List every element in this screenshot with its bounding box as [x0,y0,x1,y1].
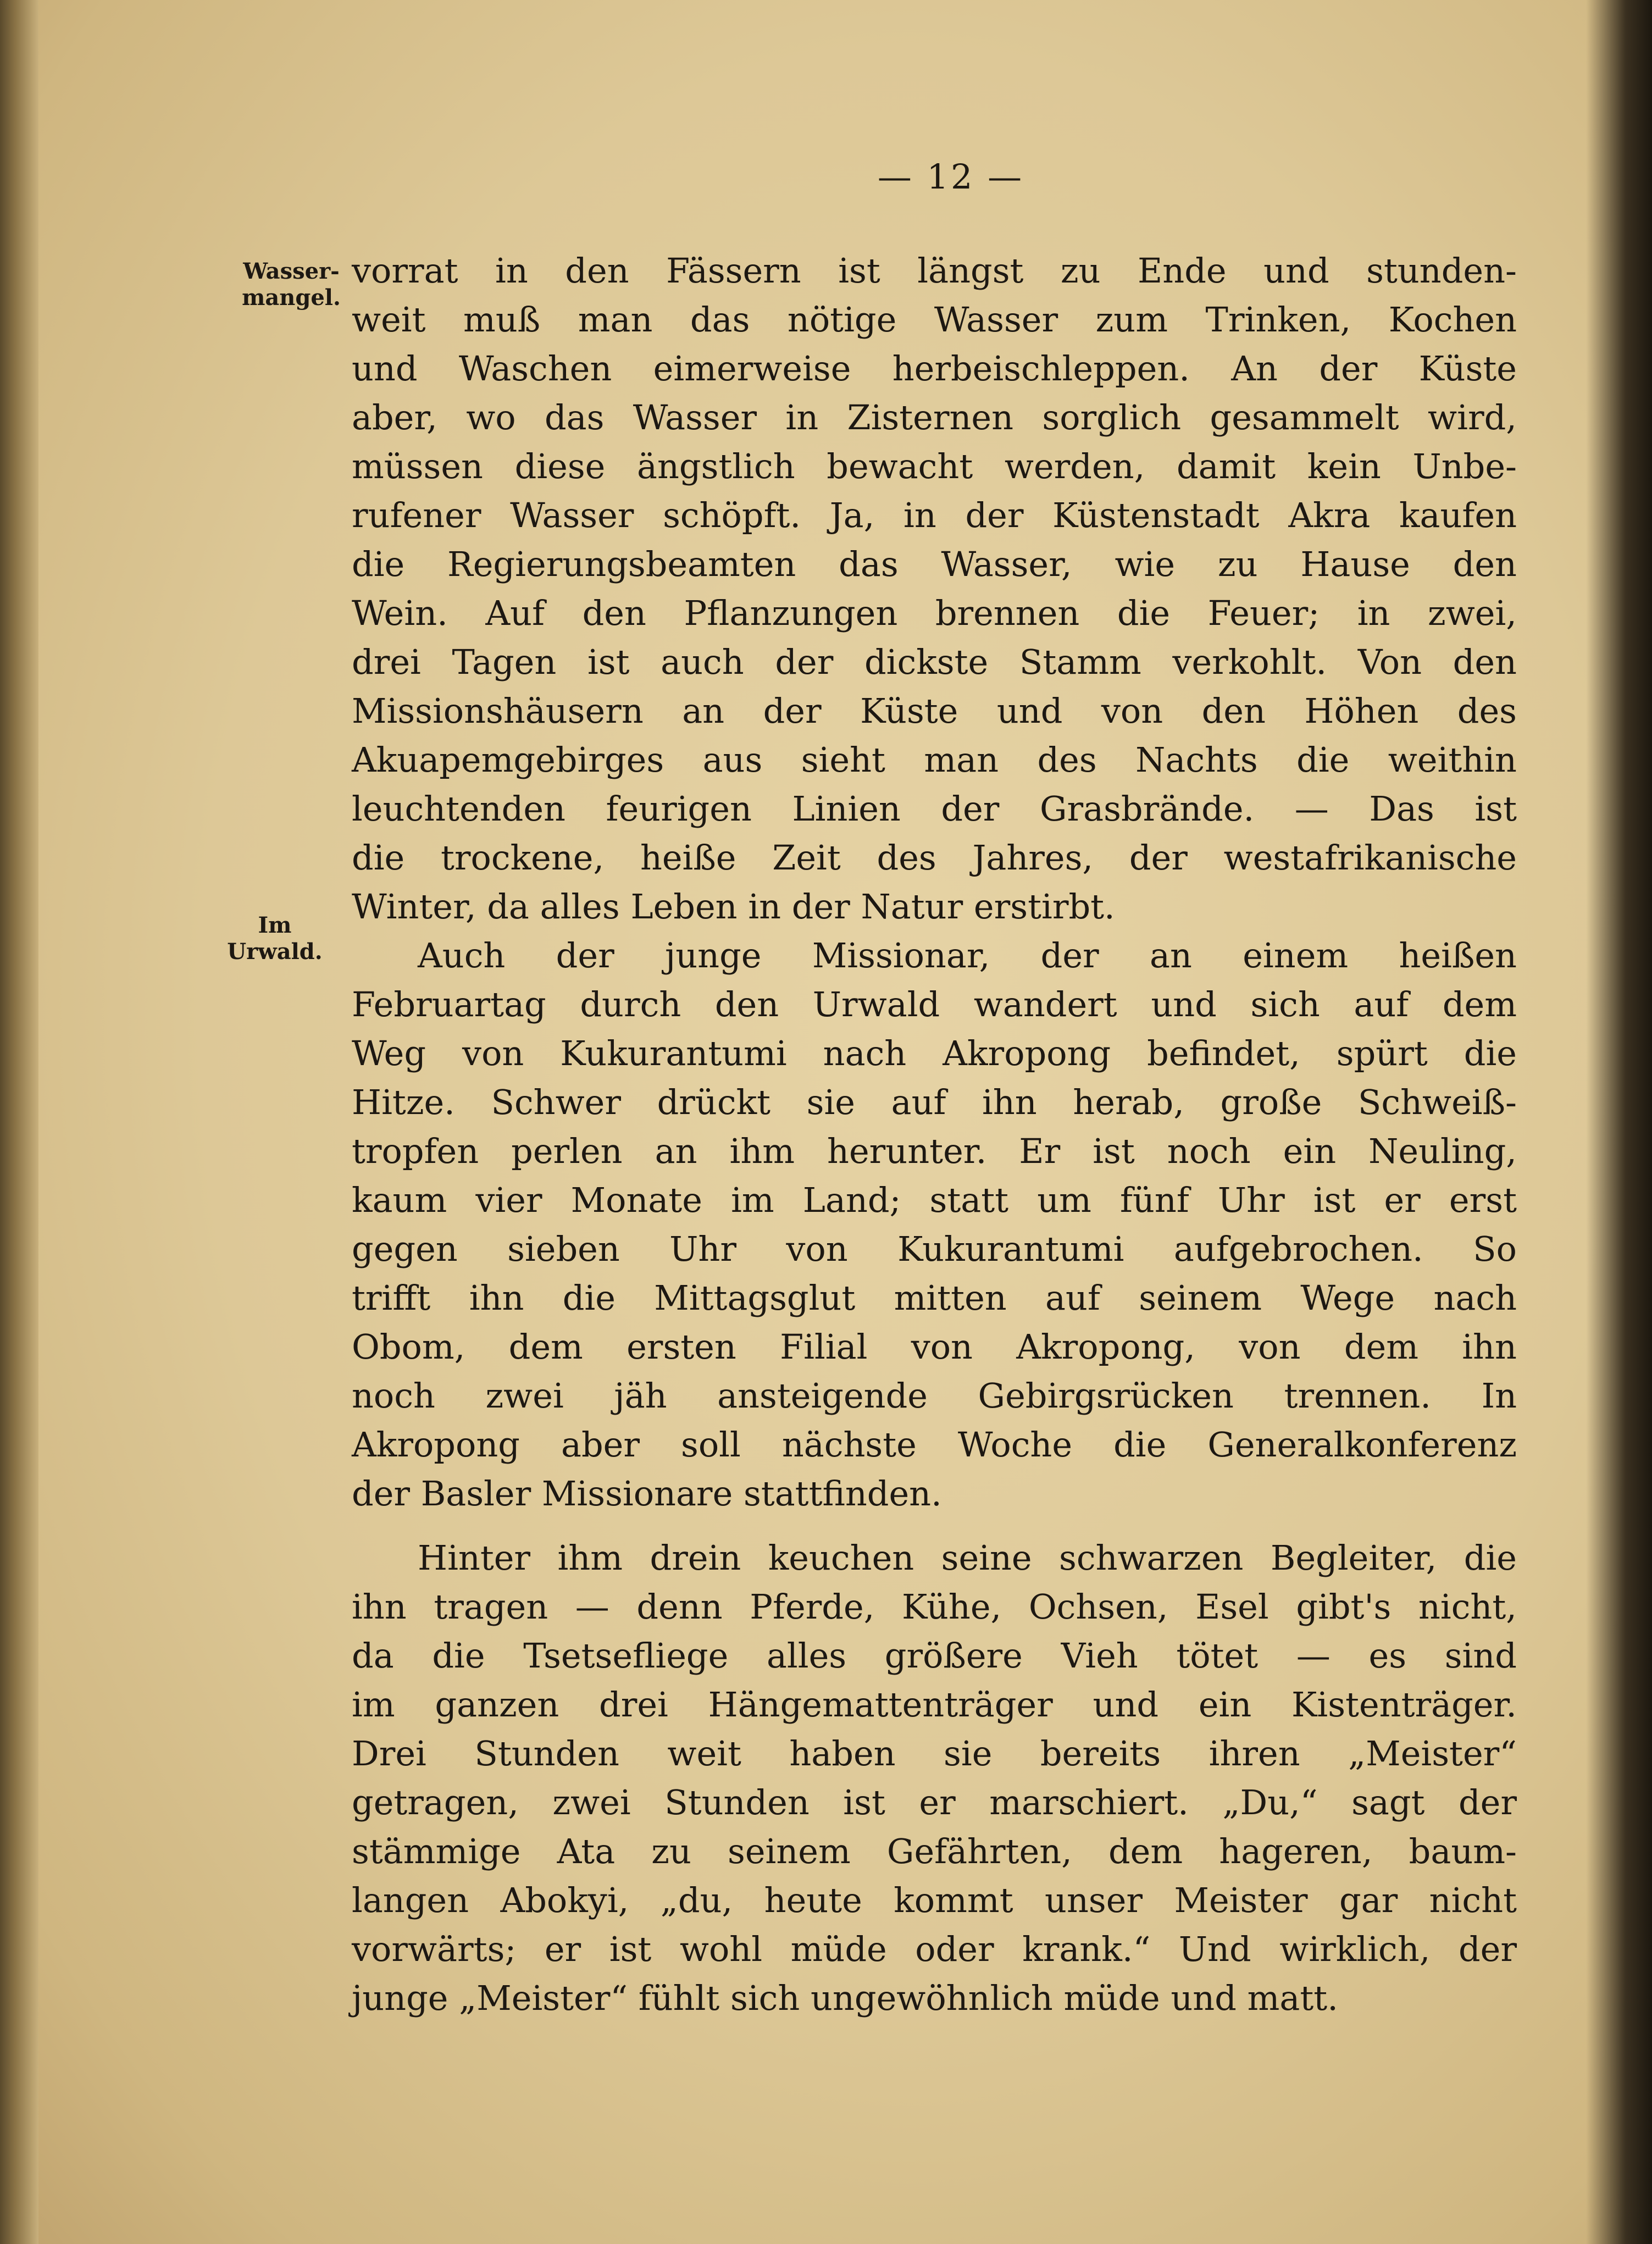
text-line: Winter, da alles Leben in der Natur erstirbt. [352,886,1115,927]
text-line: vorwärts; er ist wohl müde oder krank.“ Und wirklich, der [352,1929,1517,1969]
text-line: im ganzen drei Hängemattenträger und ein Kistenträger. [352,1685,1517,1725]
text-line: Februartag durch den Urwald wandert und sich auf dem [352,984,1517,1024]
paragraph-gap [352,1518,1517,1533]
text-line: der Basler Missionare stattfinden. [352,1473,942,1514]
text-line: trifft ihn die Mittagsglut mitten auf seinem Wege nach [352,1278,1517,1318]
paragraph-3 [352,1533,1517,2023]
paragraph-1 [352,246,1517,931]
paragraph-2 [352,931,1517,1518]
text-line: weit muß man das nötige Wasser zum Trinken, Kochen [352,300,1517,340]
text-line: leuchtenden feurigen Linien der Grasbrände. — Das ist [352,789,1517,829]
text-line: kaum vier Monate im Land; statt um fünf Uhr ist er erst [352,1180,1517,1220]
text-line: die trockene, heiße Zeit des Jahres, der westafrikanische [352,838,1517,878]
text-line: Auch der junge Missionar, der an einem heißen [418,935,1517,976]
page-binding-shadow [0,0,38,2244]
text-line: da die Tsetsefliege alles größere Vieh tötet — es sind [352,1636,1517,1676]
text-line: vorrat in den Fässern ist längst zu Ende und stunden- [352,251,1517,291]
margin-note-wassermangel: Wasser- mangel. [242,258,341,311]
text-line: Akropong aber soll nächste Woche die Generalkonferenz [352,1425,1517,1465]
text-line: langen Abokyi, „du, heute kommt unser Meister gar nicht [352,1880,1517,1920]
text-line: getragen, zwei Stunden ist er marschiert. „Du,“ sagt der [352,1782,1517,1822]
text-line: gegen sieben Uhr von Kukurantumi aufgebrochen. So [352,1229,1517,1269]
text-line: müssen diese ängstlich bewacht werden, damit kein Unbe- [352,446,1517,486]
text-line: Weg von Kukurantumi nach Akropong befindet, spürt die [352,1033,1517,1073]
text-line: tropfen perlen an ihm herunter. Er ist noch ein Neuling, [352,1131,1517,1171]
text-line: Obom, dem ersten Filial von Akropong, von dem ihn [352,1327,1517,1367]
page-edge-shadow [1586,0,1652,2244]
text-line: ihn tragen — denn Pferde, Kühe, Ochsen, Esel gibt's nicht, [352,1587,1517,1627]
text-line: Wein. Auf den Pflanzungen brennen die Feuer; in zwei, [352,593,1517,633]
text-line: Hitze. Schwer drückt sie auf ihn herab, große Schweiß- [352,1082,1517,1122]
text-line: aber, wo das Wasser in Zisternen sorglich gesammelt wird, [352,397,1517,437]
body-text [352,246,1517,2023]
text-line: Missionshäusern an der Küste und von den Höhen des [352,691,1517,731]
margin-note-im-urwald: Im Urwald. [227,912,323,965]
text-line: und Waschen eimerweise herbeischleppen. An der Küste [352,348,1517,389]
text-line: Drei Stunden weit haben sie bereits ihren „Meister“ [352,1733,1517,1774]
text-line: die Regierungsbeamten das Wasser, wie zu Hause den [352,544,1517,584]
text-line: drei Tagen ist auch der dickste Stamm verkohlt. Von den [352,642,1517,682]
text-line: stämmige Ata zu seinem Gefährten, dem hageren, baum- [352,1831,1517,1871]
text-line: Hinter ihm drein keuchen seine schwarzen Begleiter, die [418,1538,1517,1578]
text-line: rufener Wasser schöpft. Ja, in der Küstenstadt Akra kaufen [352,495,1517,535]
text-line: junge „Meister“ fühlt sich ungewöhnlich müde und matt. [352,1978,1338,2018]
page-number: — 12 — [877,157,1024,197]
text-line: noch zwei jäh ansteigende Gebirgsrücken trennen. In [352,1376,1517,1416]
text-line: Akuapemgebirges aus sieht man des Nachts die weithin [352,740,1517,780]
